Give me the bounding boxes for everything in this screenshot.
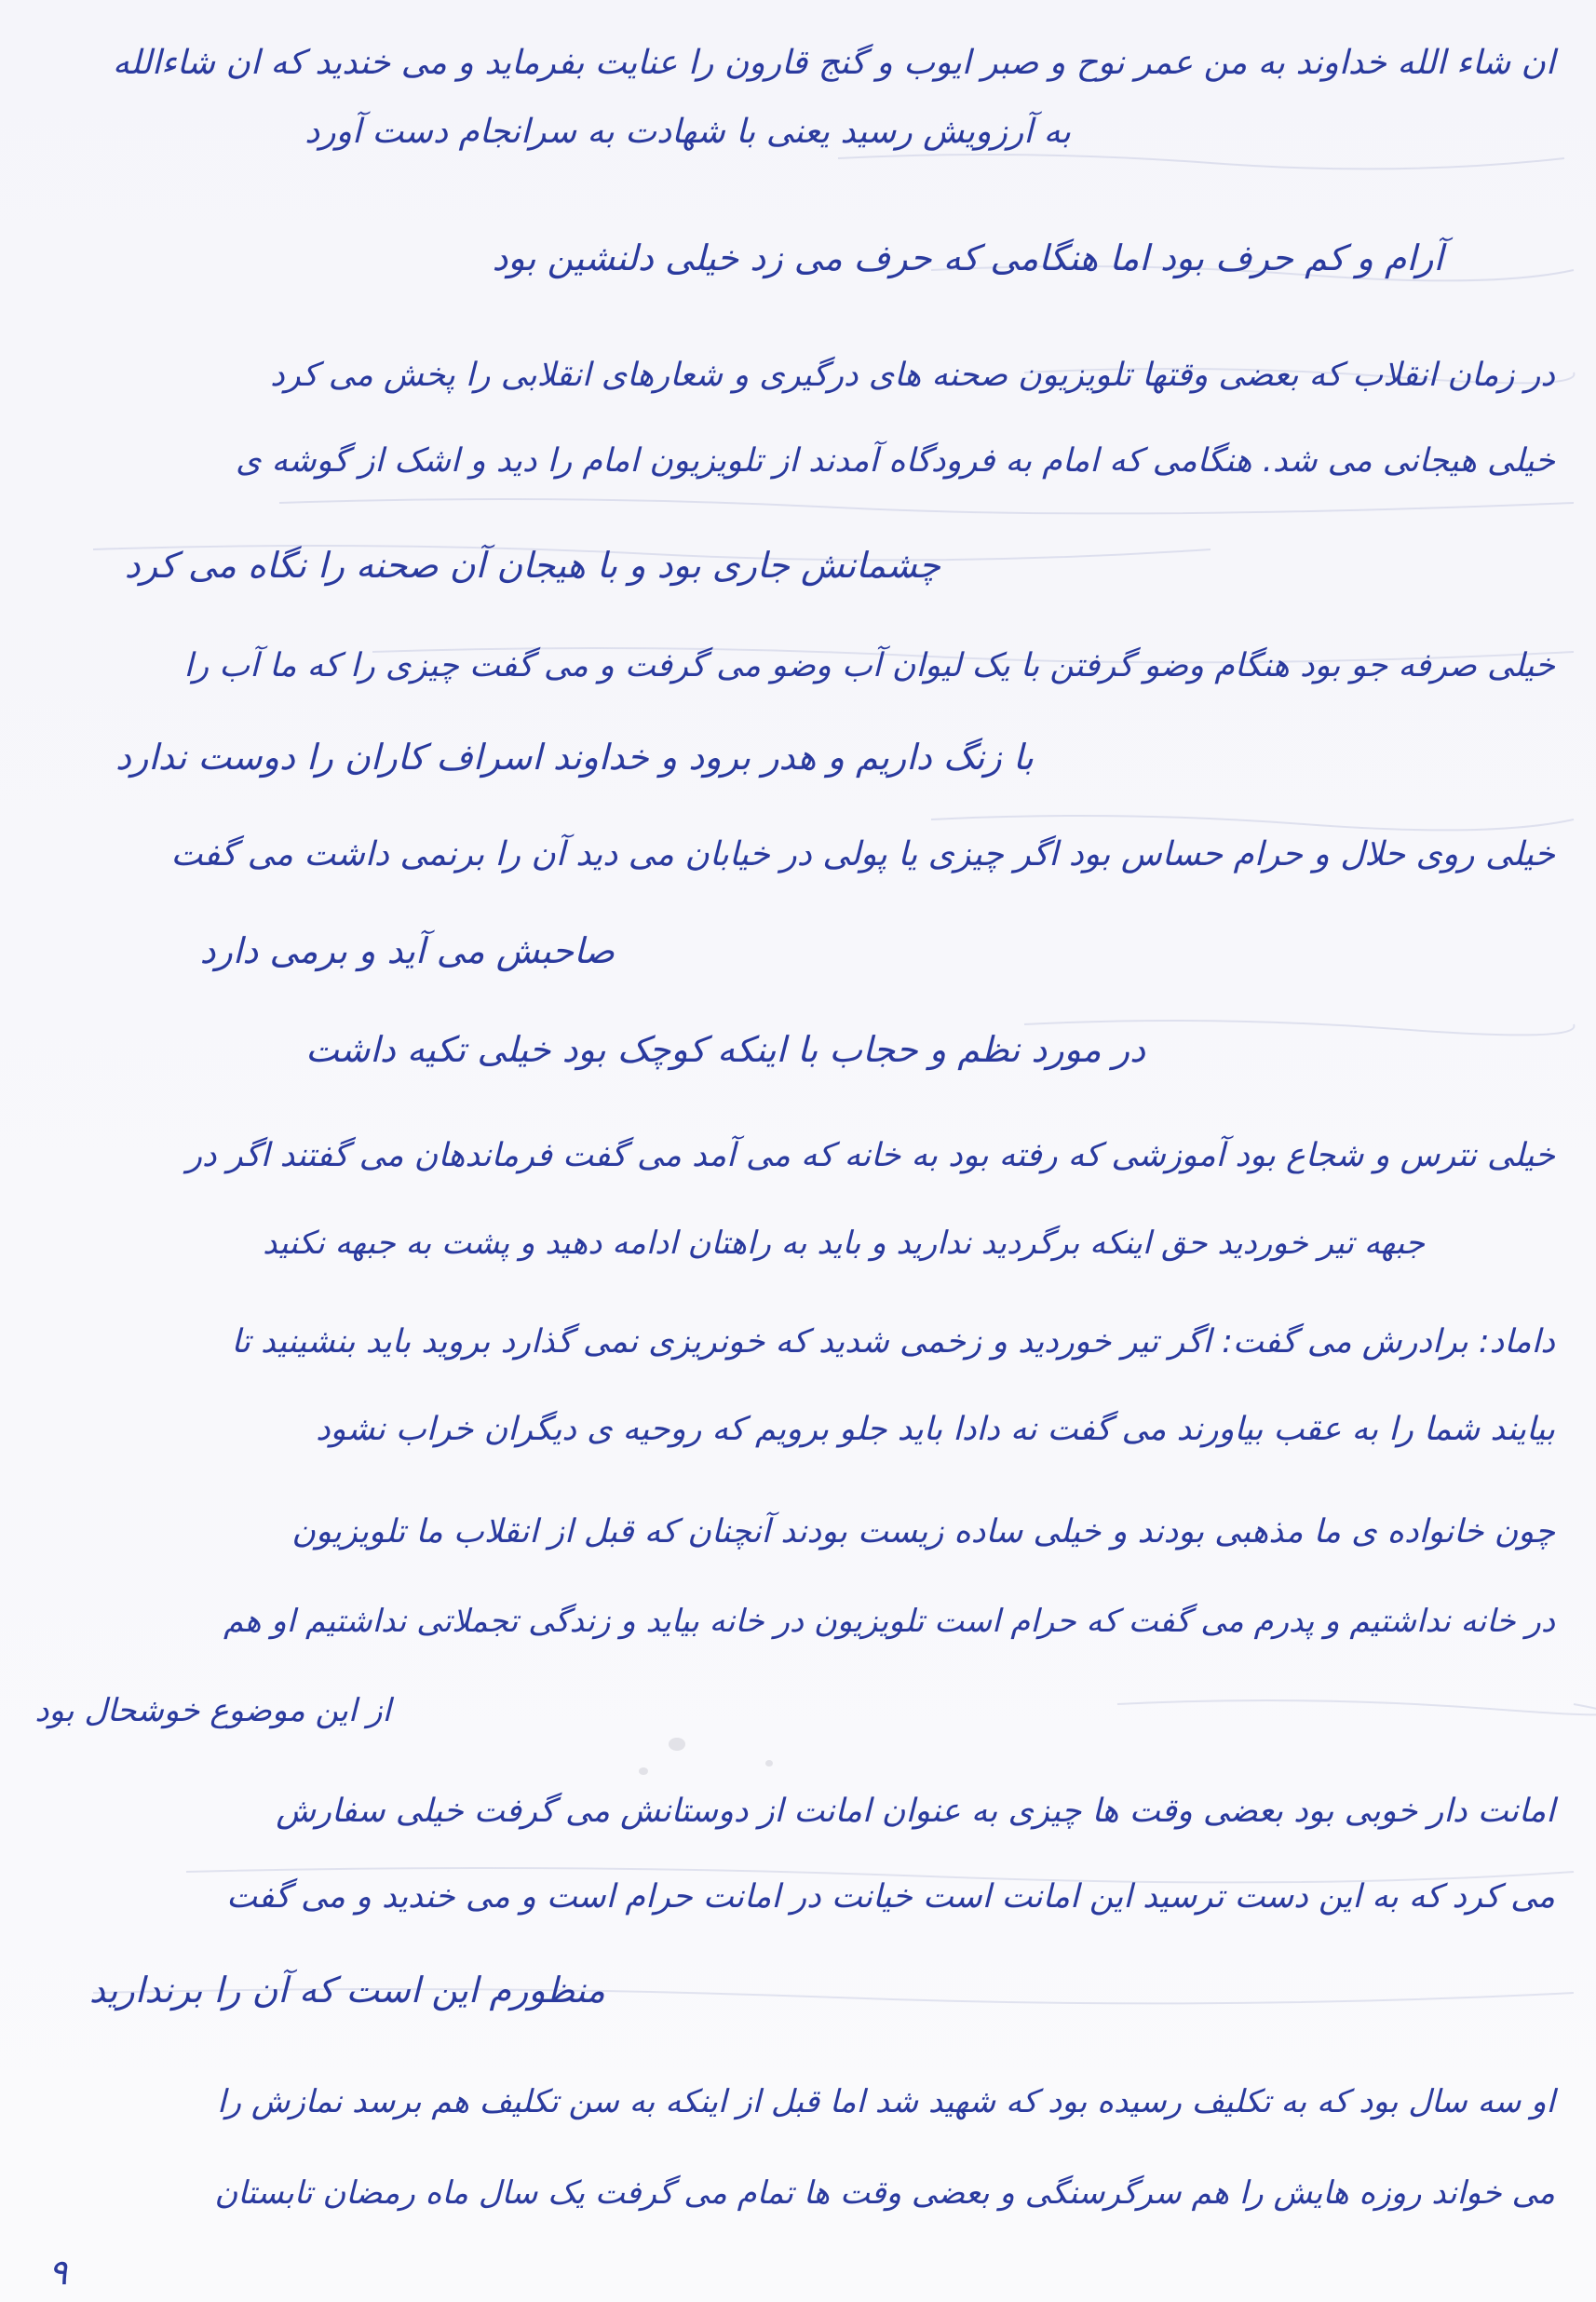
text-line: به آرزویش رسید یعنی با شهادت به سرانجام دست آورد	[304, 113, 1071, 151]
text-line: خیلی روی حلال و حرام حساس بود اگر چیزی یا پولی در خیابان می دید آن را برنمی داشت می گفت	[170, 835, 1555, 873]
text-line: بیایند شما را به عقب بیاورند می گفت نه دادا باید جلو برویم که روحیه ی دیگران خراب نشود	[316, 1411, 1555, 1448]
text-line: خیلی هیجانی می شد. هنگامی که امام به فرودگاه آمدند از تلویزیون امام را دید و اشک از گوشه ی	[236, 442, 1555, 480]
text-line: منظورم این است که آن را برندارید	[88, 1970, 605, 2011]
text-line: او سه سال بود که به تکلیف رسیده بود که شهید شد اما قبل از اینکه به سن تکلیف هم برسد نمازش را	[217, 2083, 1555, 2120]
text-line: چشمانش جاری بود و با هیجان آن صحنه را نگاه می کرد	[124, 545, 940, 586]
text-line: با زنگ داریم و هدر برود و خداوند اسراف کاران را دوست ندارد	[115, 737, 1034, 778]
text-line: جبهه تیر خوردید حق اینکه برگردید ندارید و باید به راهتان ادامه دهید و پشت به جبهه نکنید	[263, 1225, 1425, 1262]
text-line: در خانه نداشتیم و پدرم می گفت که حرام است تلویزیون در خانه بیاید و زندگی تجملاتی نداشتیم او هم	[223, 1603, 1555, 1640]
text-line: در مورد نظم و حجاب با اینکه کوچک بود خیلی تکیه داشت	[305, 1029, 1145, 1070]
text-line: داماد: برادرش می گفت: اگر تیر خوردید و زخمی شدید که خونریزی نمی گذارد بروید باید بنشینید تا	[231, 1323, 1555, 1361]
text-line: آرام و کم حرف بود اما هنگامی که حرف می زد خیلی دلنشین بود	[492, 237, 1443, 278]
page-number: ٩	[48, 2252, 68, 2293]
text-line: در زمان انقلاب که بعضی وقتها تلویزیون صحنه های درگیری و شعارهای انقلابی را پخش می کرد	[270, 357, 1555, 394]
text-line: می خواند روزه هایش را هم سرگرسنگی و بعضی وقت ها تمام می گرفت یک سال ماه رمضان تابستان	[214, 2174, 1555, 2212]
text-line: خیلی نترس و شجاع بود آموزشی که رفته بود به خانه که می آمد می گفت فرماندهان می گفتند اگر در	[186, 1137, 1555, 1174]
text-line: از این موضوع خوشحال بود	[34, 1692, 391, 1729]
text-line: می کرد که به این دست ترسید این امانت است خیانت در امانت حرام است و می خندید و می گفت	[226, 1878, 1555, 1916]
text-line: امانت دار خوبی بود بعضی وقت ها چیزی به عنوان امانت از دوستانش می گرفت خیلی سفارش	[276, 1793, 1555, 1830]
text-line: ان شاء الله خداوند به من عمر نوح و صبر ایوب و گنج قارون را عنایت بفرماید و می خندید که ان شاءالله	[112, 44, 1555, 82]
handwritten-text-area	[28, 7, 1555, 2280]
text-line: صاحبش می آید و برمی دارد	[199, 930, 615, 971]
text-line: چون خانواده ی ما مذهبی بودند و خیلی ساده زیست بودند آنچنان که قبل از انقلاب ما تلویزیون	[291, 1513, 1555, 1550]
text-line: خیلی صرفه جو بود هنگام وضو گرفتن با یک لیوان آب وضو می گرفت و می گفت چیزی را که ما آب را	[183, 647, 1555, 684]
